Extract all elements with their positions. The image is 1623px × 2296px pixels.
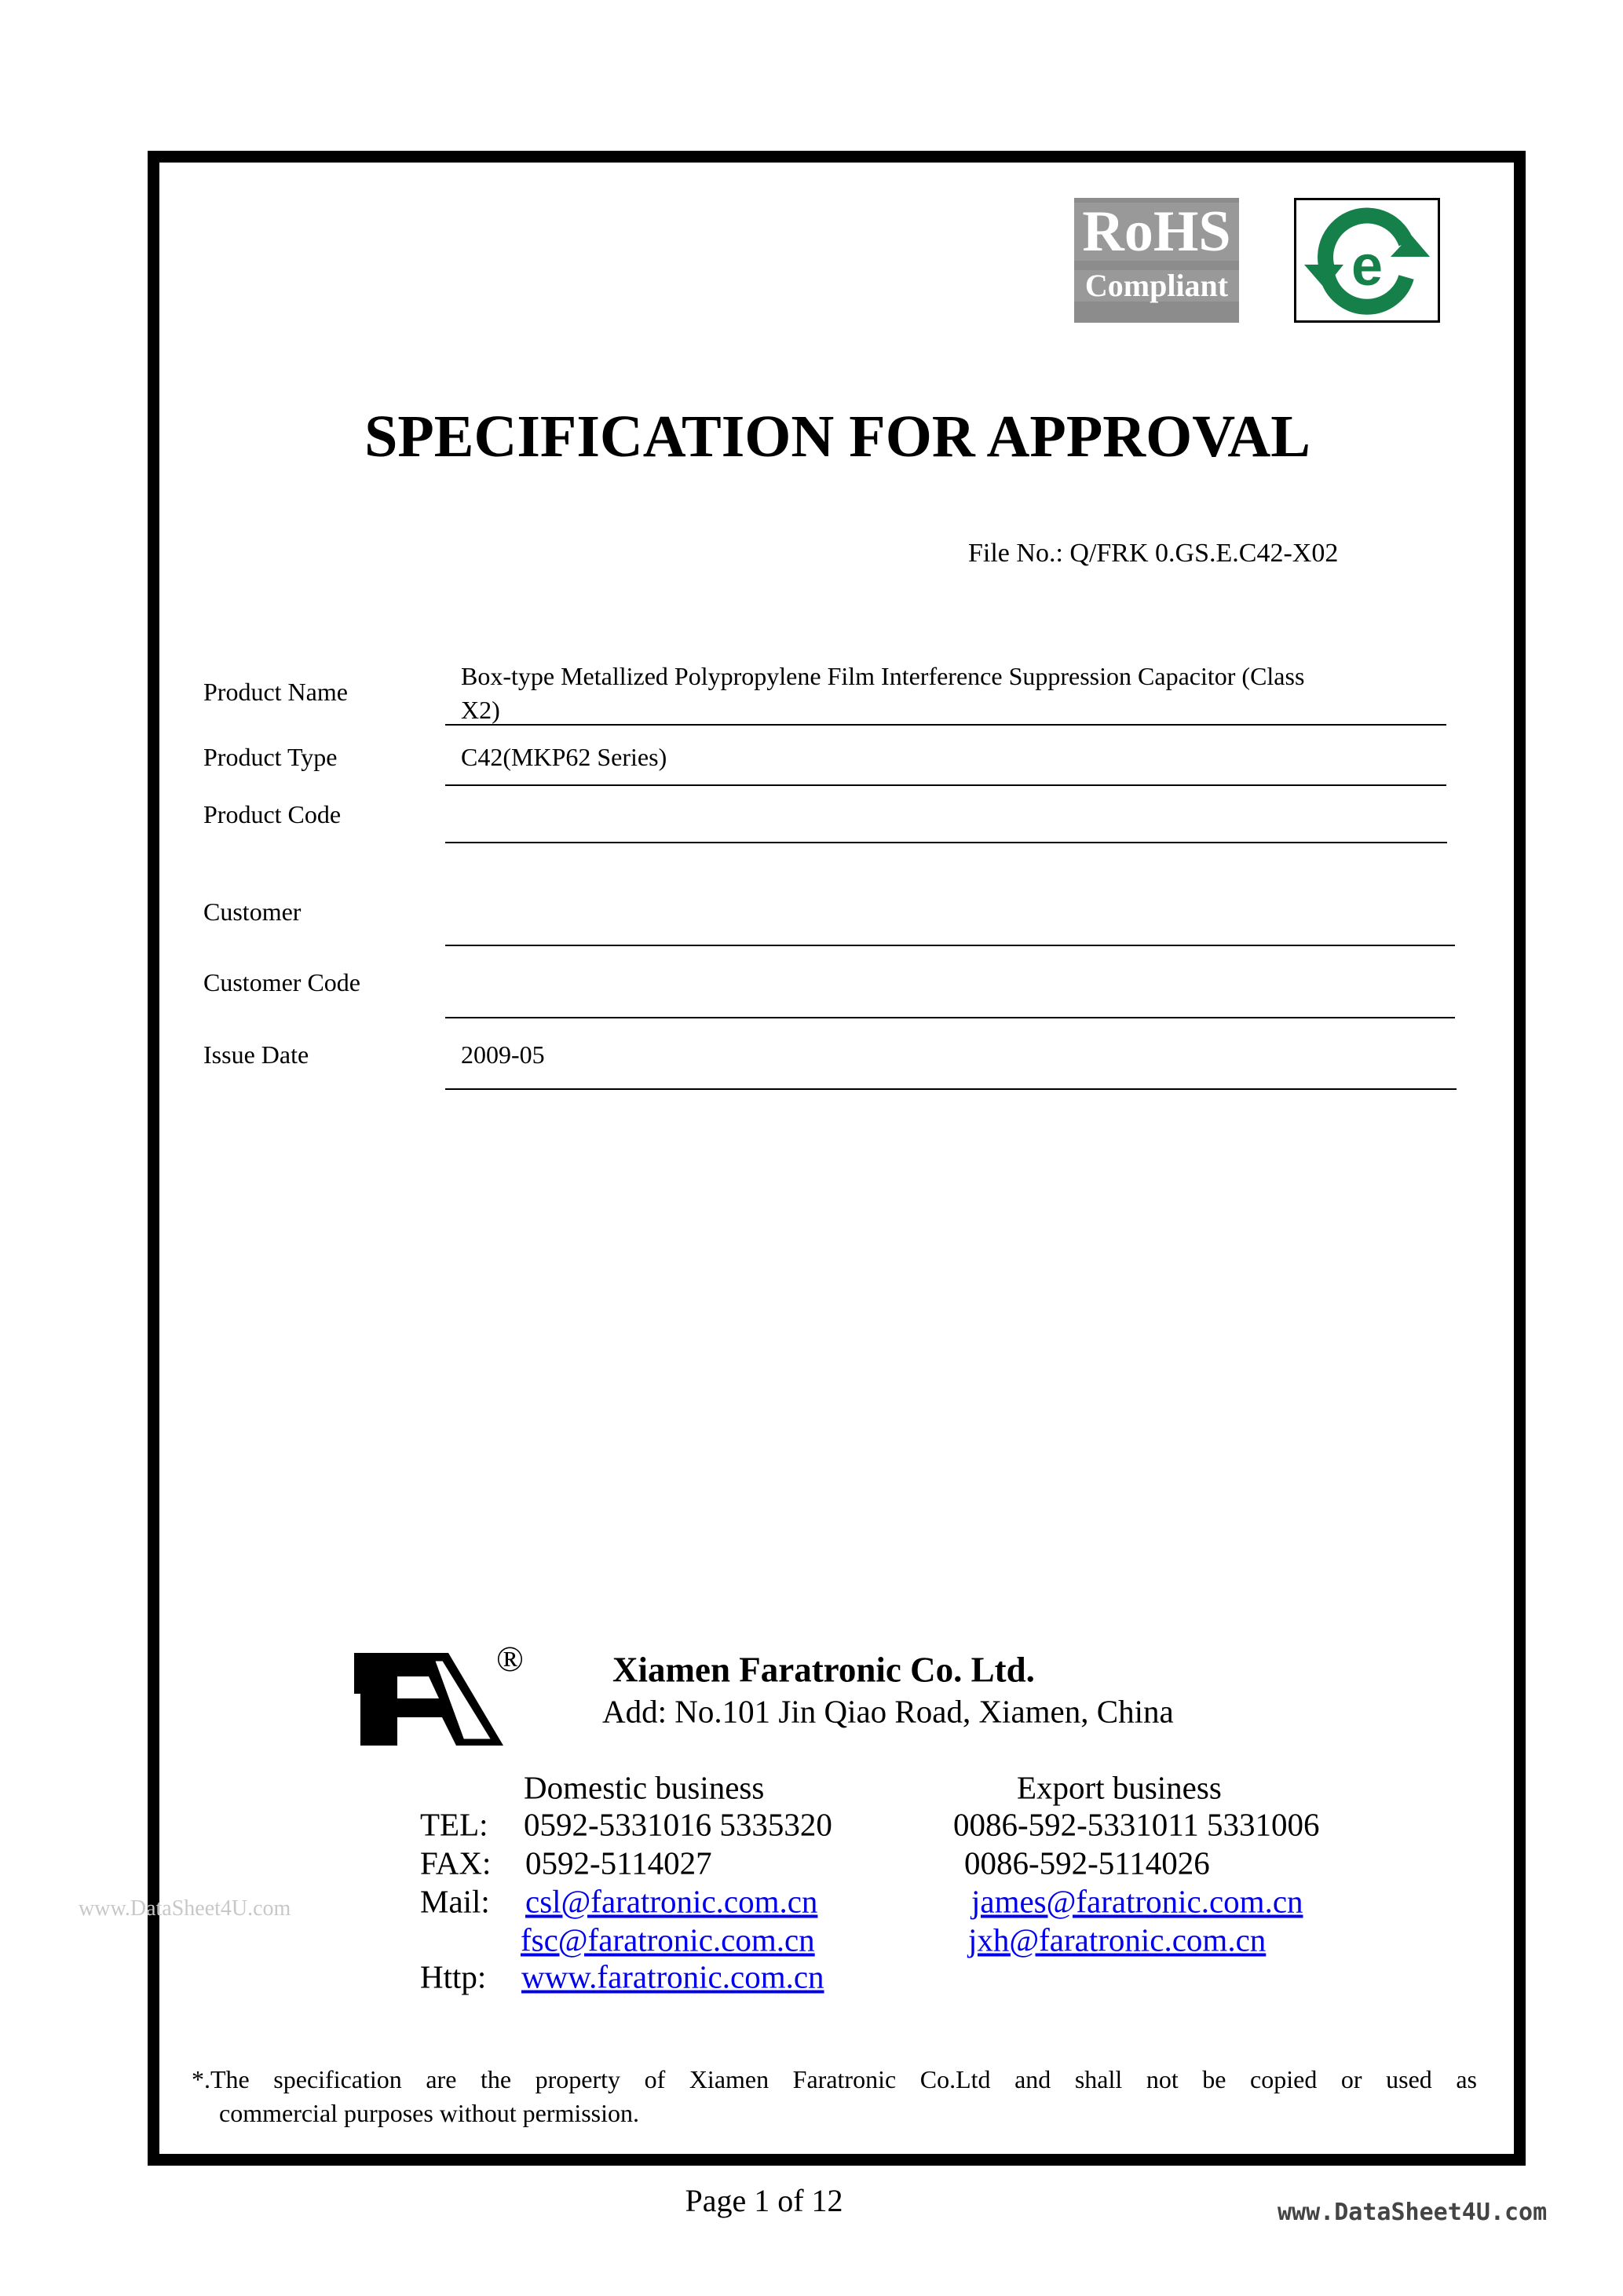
customer-label: Customer [203, 898, 302, 926]
page-title: SPECIFICATION FOR APPROVAL [364, 404, 1310, 470]
domestic-tel: 0592-5331016 5335320 [524, 1806, 832, 1843]
green-recycle-e-icon [1294, 198, 1440, 323]
product-type-value: C42(MKP62 Series) [461, 743, 667, 771]
registered-mark: ® [496, 1639, 524, 1679]
product-name-value: Box-type Metallized Polypropylene Film Interference Suppression Capacitor (Class [461, 662, 1305, 690]
faratronic-logo [354, 1645, 511, 1751]
company-address: Add: No.101 Jin Qiao Road, Xiamen, China [602, 1693, 1174, 1730]
field-underline [445, 1017, 1455, 1018]
export-fax: 0086-592-5114026 [964, 1844, 1210, 1881]
footnote-line-2: commercial purposes without permission. [219, 2099, 640, 2127]
http-label: Http: [420, 1958, 487, 1995]
field-underline [445, 724, 1446, 726]
footnote-line-1: *.The specification are the property of Xiamen Faratronic Co.Ltd and shall not be copied or used as [192, 2065, 1477, 2093]
website-link[interactable]: www.faratronic.com.cn [521, 1958, 824, 1995]
product-code-label: Product Code [203, 800, 342, 828]
svg-text:e: e [1351, 235, 1384, 298]
issue-date-value: 2009-05 [461, 1040, 545, 1069]
field-underline [445, 1088, 1457, 1090]
customer-code-label: Customer Code [203, 968, 360, 996]
rohs-compliant-badge [1074, 198, 1239, 323]
domestic-mail-link-2[interactable]: fsc@faratronic.com.cn [521, 1921, 815, 1958]
export-business-heading: Export business [1017, 1769, 1222, 1806]
tel-label: TEL: [420, 1806, 488, 1843]
product-type-label: Product Type [203, 743, 338, 771]
field-underline [445, 945, 1455, 946]
rohs-badge-subtitle: Compliant [1074, 270, 1239, 302]
product-name-label: Product Name [203, 678, 348, 706]
product-name-value-cont: X2) [461, 696, 500, 724]
rohs-badge-title: RoHS [1074, 203, 1239, 261]
domestic-business-heading: Domestic business [524, 1769, 765, 1806]
field-underline [445, 842, 1447, 843]
footnote [192, 2063, 1477, 2130]
export-mail-link-1[interactable]: james@faratronic.com.cn [971, 1883, 1303, 1920]
file-number: File No.: Q/FRK 0.GS.E.C42-X02 [968, 539, 1339, 568]
domestic-fax: 0592-5114027 [525, 1844, 712, 1881]
watermark-left: www.DataSheet4U.com [79, 1896, 291, 1921]
mail-label: Mail: [420, 1883, 490, 1920]
export-tel: 0086-592-5331011 5331006 [953, 1806, 1320, 1843]
domestic-mail-link-1[interactable]: csl@faratronic.com.cn [525, 1883, 818, 1920]
export-mail-link-2[interactable]: jxh@faratronic.com.cn [968, 1921, 1267, 1958]
fax-label: FAX: [420, 1844, 492, 1881]
watermark-bottom: www.DataSheet4U.com [1278, 2199, 1548, 2226]
field-underline [445, 784, 1446, 786]
page-number: Page 1 of 12 [685, 2183, 843, 2218]
company-name: Xiamen Faratronic Co. Ltd. [612, 1650, 1035, 1690]
issue-date-label: Issue Date [203, 1040, 309, 1069]
